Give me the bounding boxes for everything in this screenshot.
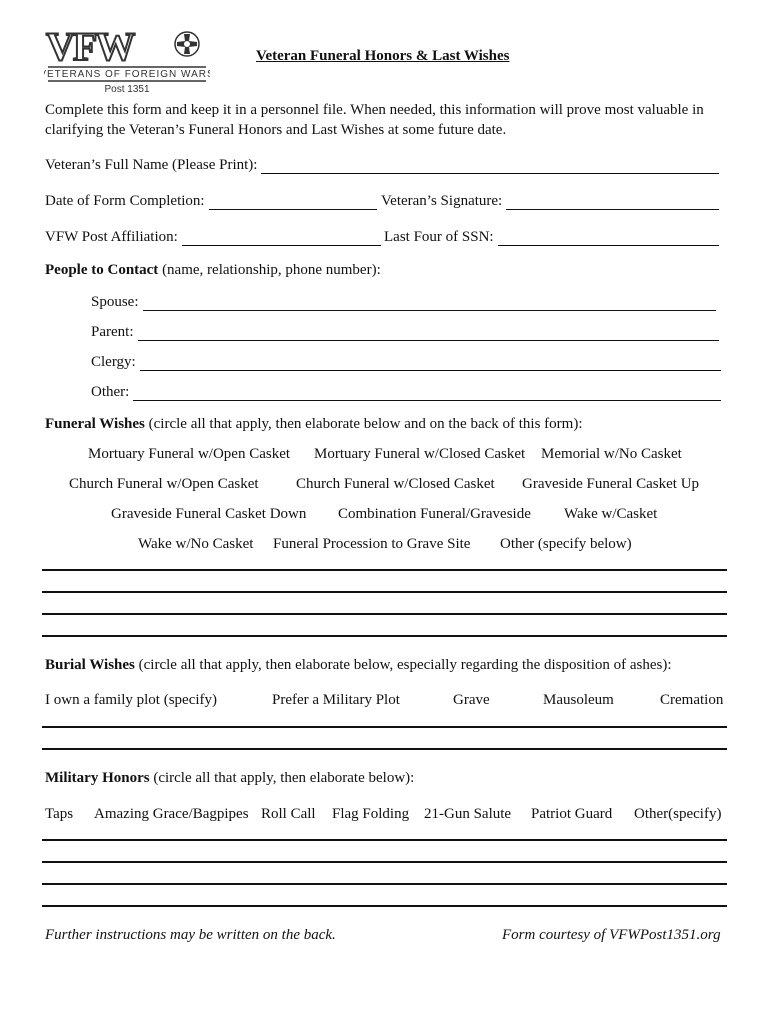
military-subtitle: (circle all that apply, then elaborate below): <box>149 770 415 786</box>
military-option[interactable]: Patriot Guard <box>531 806 613 822</box>
parent-line[interactable] <box>138 326 720 341</box>
funeral-option[interactable]: Mortuary Funeral w/Closed Casket <box>314 446 526 462</box>
funeral-subtitle: (circle all that apply, then elaborate below and on the back of this form): <box>144 416 583 432</box>
other-line[interactable] <box>133 386 721 401</box>
spouse-field[interactable] <box>91 291 716 311</box>
clergy-label: Clergy: <box>91 354 136 370</box>
other-field[interactable] <box>91 381 721 401</box>
burial-option[interactable]: Mausoleum <box>543 692 614 708</box>
military-heading <box>45 770 414 787</box>
post-field[interactable] <box>45 226 381 246</box>
footer-credit: Form courtesy of VFWPost1351.org <box>502 927 721 943</box>
funeral-heading <box>45 416 583 433</box>
funeral-option[interactable]: Wake w/No Casket <box>138 536 254 552</box>
funeral-option[interactable]: Combination Funeral/Graveside <box>338 506 531 522</box>
post-label: VFW Post Affiliation: <box>45 229 178 245</box>
burial-subtitle: (circle all that apply, then elaborate below, especially regarding the disposition of ashes): <box>134 657 672 673</box>
burial-write-line[interactable] <box>42 748 727 750</box>
funeral-write-line[interactable] <box>42 569 727 571</box>
military-options-row <box>0 806 770 826</box>
funeral-option[interactable]: Memorial w/No Casket <box>541 446 682 462</box>
burial-option[interactable]: Cremation <box>660 692 724 708</box>
funeral-write-line[interactable] <box>42 635 727 637</box>
burial-write-line[interactable] <box>42 726 727 728</box>
funeral-option[interactable]: Funeral Procession to Grave Site <box>273 536 471 552</box>
post-line[interactable] <box>182 231 381 246</box>
logo-letters: VFW <box>46 26 134 69</box>
military-option[interactable]: Roll Call <box>261 806 316 822</box>
contacts-heading-bold: People to Contact <box>45 262 159 278</box>
form-title: Veteran Funeral Honors & Last Wishes <box>256 48 510 64</box>
military-write-line[interactable] <box>42 839 727 841</box>
military-heading-bold: Military Honors <box>45 770 150 786</box>
burial-options-row <box>0 692 770 712</box>
funeral-options-row-3 <box>0 506 770 526</box>
parent-label: Parent: <box>91 324 134 340</box>
contacts-heading <box>45 262 381 279</box>
ssn-field[interactable] <box>384 226 719 246</box>
military-option[interactable]: Amazing Grace/Bagpipes <box>94 806 249 822</box>
date-field[interactable] <box>45 190 377 210</box>
vfw-emblem-icon <box>44 26 210 94</box>
cross-emblem-icon <box>175 32 199 56</box>
date-line[interactable] <box>209 195 377 210</box>
contacts-subtitle: (name, relationship, phone number): <box>158 262 381 278</box>
ssn-line[interactable] <box>498 231 719 246</box>
logo-post: Post 1351 <box>104 84 150 94</box>
military-write-line[interactable] <box>42 905 727 907</box>
military-option[interactable]: Flag Folding <box>332 806 410 822</box>
funeral-option[interactable]: Church Funeral w/Closed Casket <box>296 476 495 492</box>
full-name-line[interactable] <box>261 159 719 174</box>
military-option[interactable]: Other(specify) <box>634 806 722 822</box>
signature-field[interactable] <box>381 190 719 210</box>
burial-option[interactable]: Grave <box>453 692 490 708</box>
spouse-line[interactable] <box>143 296 716 311</box>
burial-heading <box>45 657 672 674</box>
clergy-field[interactable] <box>91 351 721 371</box>
funeral-option[interactable]: Graveside Funeral Casket Up <box>522 476 700 492</box>
burial-option[interactable]: Prefer a Military Plot <box>272 692 400 708</box>
funeral-option[interactable]: Wake w/Casket <box>564 506 658 522</box>
footer-note: Further instructions may be written on the back. <box>45 927 336 943</box>
signature-label: Veteran’s Signature: <box>381 193 503 209</box>
other-label: Other: <box>91 384 130 400</box>
funeral-option[interactable]: Other (specify below) <box>500 536 632 552</box>
intro-text: Complete this form and keep it in a personnel file. When needed, this information will prove most valuable in clarifying the Veteran’s Funeral Honors and Last Wishes at some future date. <box>45 102 704 138</box>
military-option[interactable]: 21-Gun Salute <box>424 806 512 822</box>
signature-line[interactable] <box>506 195 719 210</box>
ssn-label: Last Four of SSN: <box>384 229 494 245</box>
clergy-line[interactable] <box>140 356 721 371</box>
funeral-options-row-2 <box>0 476 770 496</box>
military-write-line[interactable] <box>42 861 727 863</box>
funeral-options-row-4 <box>0 536 770 556</box>
burial-heading-bold: Burial Wishes <box>45 657 135 673</box>
funeral-options-row-1 <box>0 446 770 466</box>
funeral-option[interactable]: Church Funeral w/Open Casket <box>69 476 259 492</box>
burial-option[interactable]: I own a family plot (specify) <box>45 692 218 708</box>
funeral-write-line[interactable] <box>42 591 727 593</box>
military-write-line[interactable] <box>42 883 727 885</box>
military-option[interactable]: Taps <box>45 806 74 822</box>
funeral-option[interactable]: Mortuary Funeral w/Open Casket <box>88 446 291 462</box>
date-label: Date of Form Completion: <box>45 193 205 209</box>
full-name-field[interactable] <box>45 154 719 174</box>
full-name-label: Veteran’s Full Name (Please Print): <box>45 157 258 173</box>
vfw-logo <box>44 26 210 94</box>
funeral-write-line[interactable] <box>42 613 727 615</box>
logo-org: VETERANS OF FOREIGN WARS <box>44 69 210 80</box>
funeral-option[interactable]: Graveside Funeral Casket Down <box>111 506 307 522</box>
funeral-heading-bold: Funeral Wishes <box>45 416 145 432</box>
parent-field[interactable] <box>91 321 719 341</box>
spouse-label: Spouse: <box>91 294 139 310</box>
